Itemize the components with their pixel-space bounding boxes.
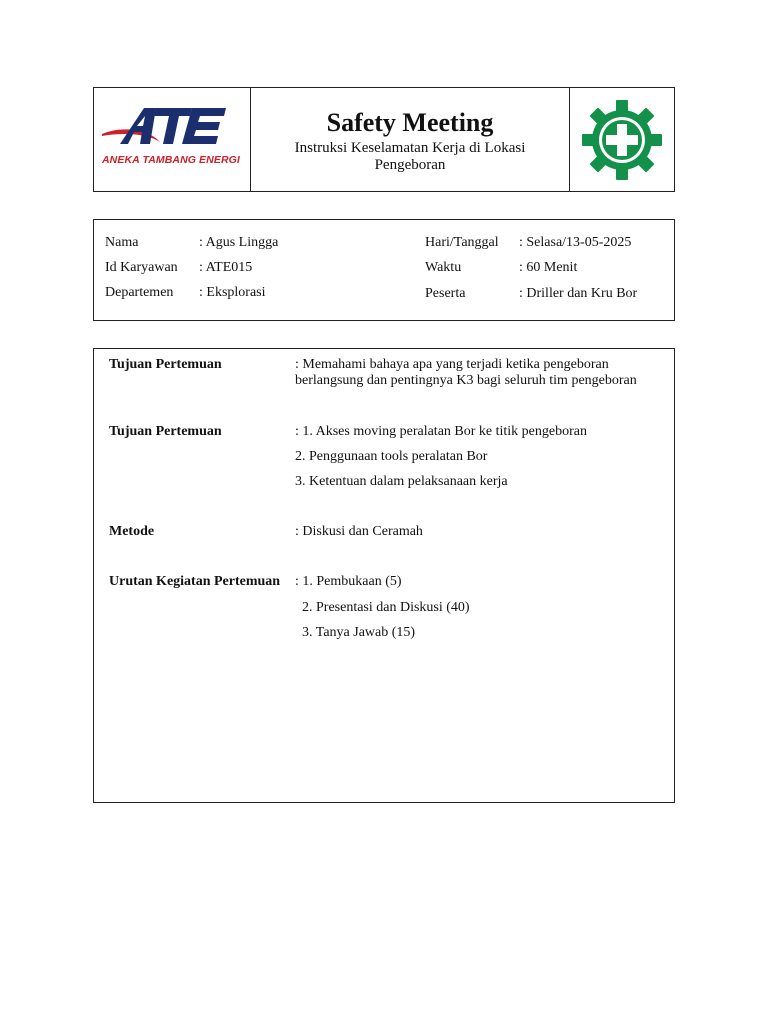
label-peserta: Peserta bbox=[425, 286, 466, 301]
value-topik-3: 3. Ketentuan dalam pelaksanaan kerja bbox=[295, 474, 508, 489]
value-topik-2: 2. Penggunaan tools peralatan Bor bbox=[295, 449, 488, 464]
value-waktu: : 60 Menit bbox=[519, 260, 578, 275]
value-metode: : Diskusi dan Ceramah bbox=[295, 524, 423, 539]
label-waktu: Waktu bbox=[425, 260, 462, 275]
value-urutan-1: : 1. Pembukaan (5) bbox=[295, 574, 402, 589]
value-id-karyawan: : ATE015 bbox=[199, 260, 253, 275]
label-tujuan-pertemuan-1: Tujuan Pertemuan bbox=[109, 357, 222, 372]
value-urutan-2: 2. Presentasi dan Diskusi (40) bbox=[302, 600, 470, 615]
label-hari-tanggal: Hari/Tanggal bbox=[425, 235, 499, 250]
safety-gear-cross-icon bbox=[582, 100, 662, 180]
meeting-content-box bbox=[93, 348, 675, 803]
label-id-karyawan: Id Karyawan bbox=[105, 260, 178, 275]
label-departemen: Departemen bbox=[105, 285, 174, 300]
logo-text: ANEKA TAMBANG ENERGI bbox=[102, 154, 240, 166]
label-nama: Nama bbox=[105, 235, 139, 250]
logo-cell bbox=[94, 88, 251, 191]
icon-cell bbox=[570, 88, 674, 191]
page-title: Safety Meeting bbox=[326, 108, 494, 137]
page-subtitle: Instruksi Keselamatan Kerja di Lokasi Pengeboran bbox=[294, 140, 526, 173]
employee-info-box bbox=[93, 219, 675, 321]
title-cell bbox=[251, 88, 570, 191]
value-tujuan-line-2: berlangsung dan pentingnya K3 bagi seluruh tim pengeboran bbox=[295, 373, 637, 388]
value-nama: : Agus Lingga bbox=[199, 235, 279, 250]
value-topik-1: : 1. Akses moving peralatan Bor ke titik pengeboran bbox=[295, 424, 587, 439]
label-tujuan-pertemuan-2: Tujuan Pertemuan bbox=[109, 424, 222, 439]
ate-logo bbox=[100, 104, 228, 152]
value-hari-tanggal: : Selasa/13-05-2025 bbox=[519, 235, 632, 250]
label-urutan-kegiatan: Urutan Kegiatan Pertemuan bbox=[109, 574, 281, 589]
value-peserta: : Driller dan Kru Bor bbox=[519, 286, 638, 301]
label-metode: Metode bbox=[109, 524, 155, 539]
value-departemen: : Eksplorasi bbox=[199, 285, 266, 300]
value-tujuan-line-1: : Memahami bahaya apa yang terjadi ketika pengeboran bbox=[295, 357, 609, 372]
value-urutan-3: 3. Tanya Jawab (15) bbox=[302, 625, 416, 640]
header-box bbox=[93, 87, 675, 192]
